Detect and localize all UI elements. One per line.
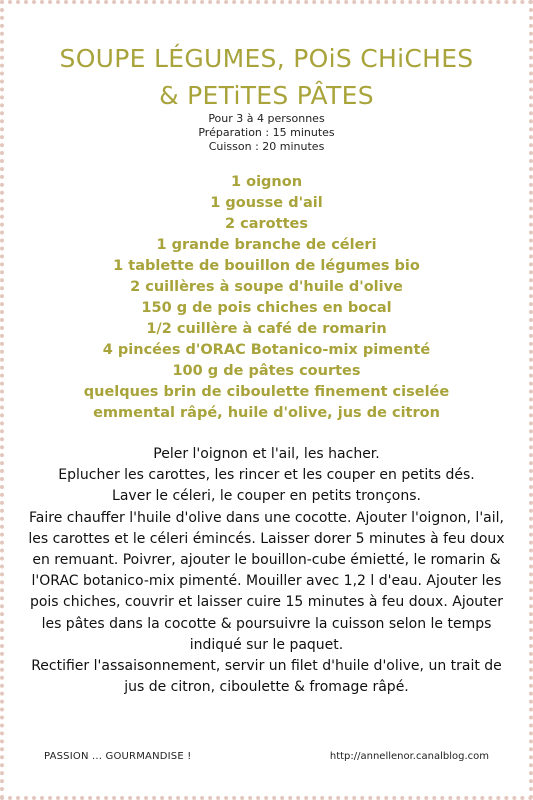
step-text: Eplucher les carottes, les rincer et les couper en petits dés. [58, 467, 475, 484]
recipe-title [14, 40, 519, 114]
title-line-2: & PETiTES PÂTES [159, 81, 374, 110]
preparation-steps [26, 444, 507, 698]
ingredient-item: 1 oignon [230, 174, 303, 190]
recipe-meta [14, 112, 519, 154]
ingredient-item: 4 pincées d'ORAC Botanico-mix pimenté [102, 342, 431, 358]
ingredient-item: 150 g de pois chiches en bocal [141, 300, 392, 316]
ingredient-list [14, 172, 519, 424]
step-text: Rectifier l'assaisonnement, servir un filet d'huile d'olive, un trait de jus de citron, ciboulette & fromage râpé. [31, 658, 502, 696]
ingredient-item: 1/2 cuillère à café de romarin [146, 321, 387, 337]
preparation-time: Préparation : 15 minutes [198, 126, 335, 139]
footer-tagline: PASSION ... GOURMANDISE ! [44, 751, 192, 762]
footer-blog-url[interactable]: http://annellenor.canalblog.com [329, 751, 489, 762]
ingredient-item: emmental râpé, huile d'olive, jus de citron [93, 405, 440, 421]
ingredient-item: 1 tablette de bouillon de légumes bio [113, 258, 420, 274]
ingredient-item: 100 g de pâtes courtes [172, 363, 361, 379]
cooking-time: Cuisson : 20 minutes [208, 140, 325, 153]
title-line-1: SOUPE LÉGUMES, POiS CHiCHES [59, 44, 474, 73]
step-text: Laver le céleri, le couper en petits tronçons. [112, 488, 421, 505]
ingredient-item: 1 gousse d'ail [210, 195, 323, 211]
ingredient-item: 2 cuillères à soupe d'huile d'olive [130, 279, 403, 295]
servings-text: Pour 3 à 4 personnes [208, 112, 325, 125]
ingredient-item: 2 carottes [225, 216, 308, 232]
step-text: Faire chauffer l'huile d'olive dans une cocotte. Ajouter l'oignon, l'ail, les carottes et le céleri émincés. Laisser dorer 5 minutes à feu doux en remuant. Poivrer, ajouter le bouillon-cube émietté, le romarin & l'ORAC botanico-mix pimenté. Mouiller avec 1,2 l d'eau. Ajouter les pois chiches, couvrir et laisser cuire 15 minutes à feu doux. Ajouter les pâtes dans la cocotte & poursuivre la cuisson selon le temps indiqué sur le paquet. [28, 509, 505, 653]
ingredient-item: 1 grande branche de céleri [156, 237, 377, 253]
step-text: Peler l'oignon et l'ail, les hacher. [153, 446, 380, 462]
ingredient-item: quelques brin de ciboulette finement ciselée [83, 384, 450, 400]
